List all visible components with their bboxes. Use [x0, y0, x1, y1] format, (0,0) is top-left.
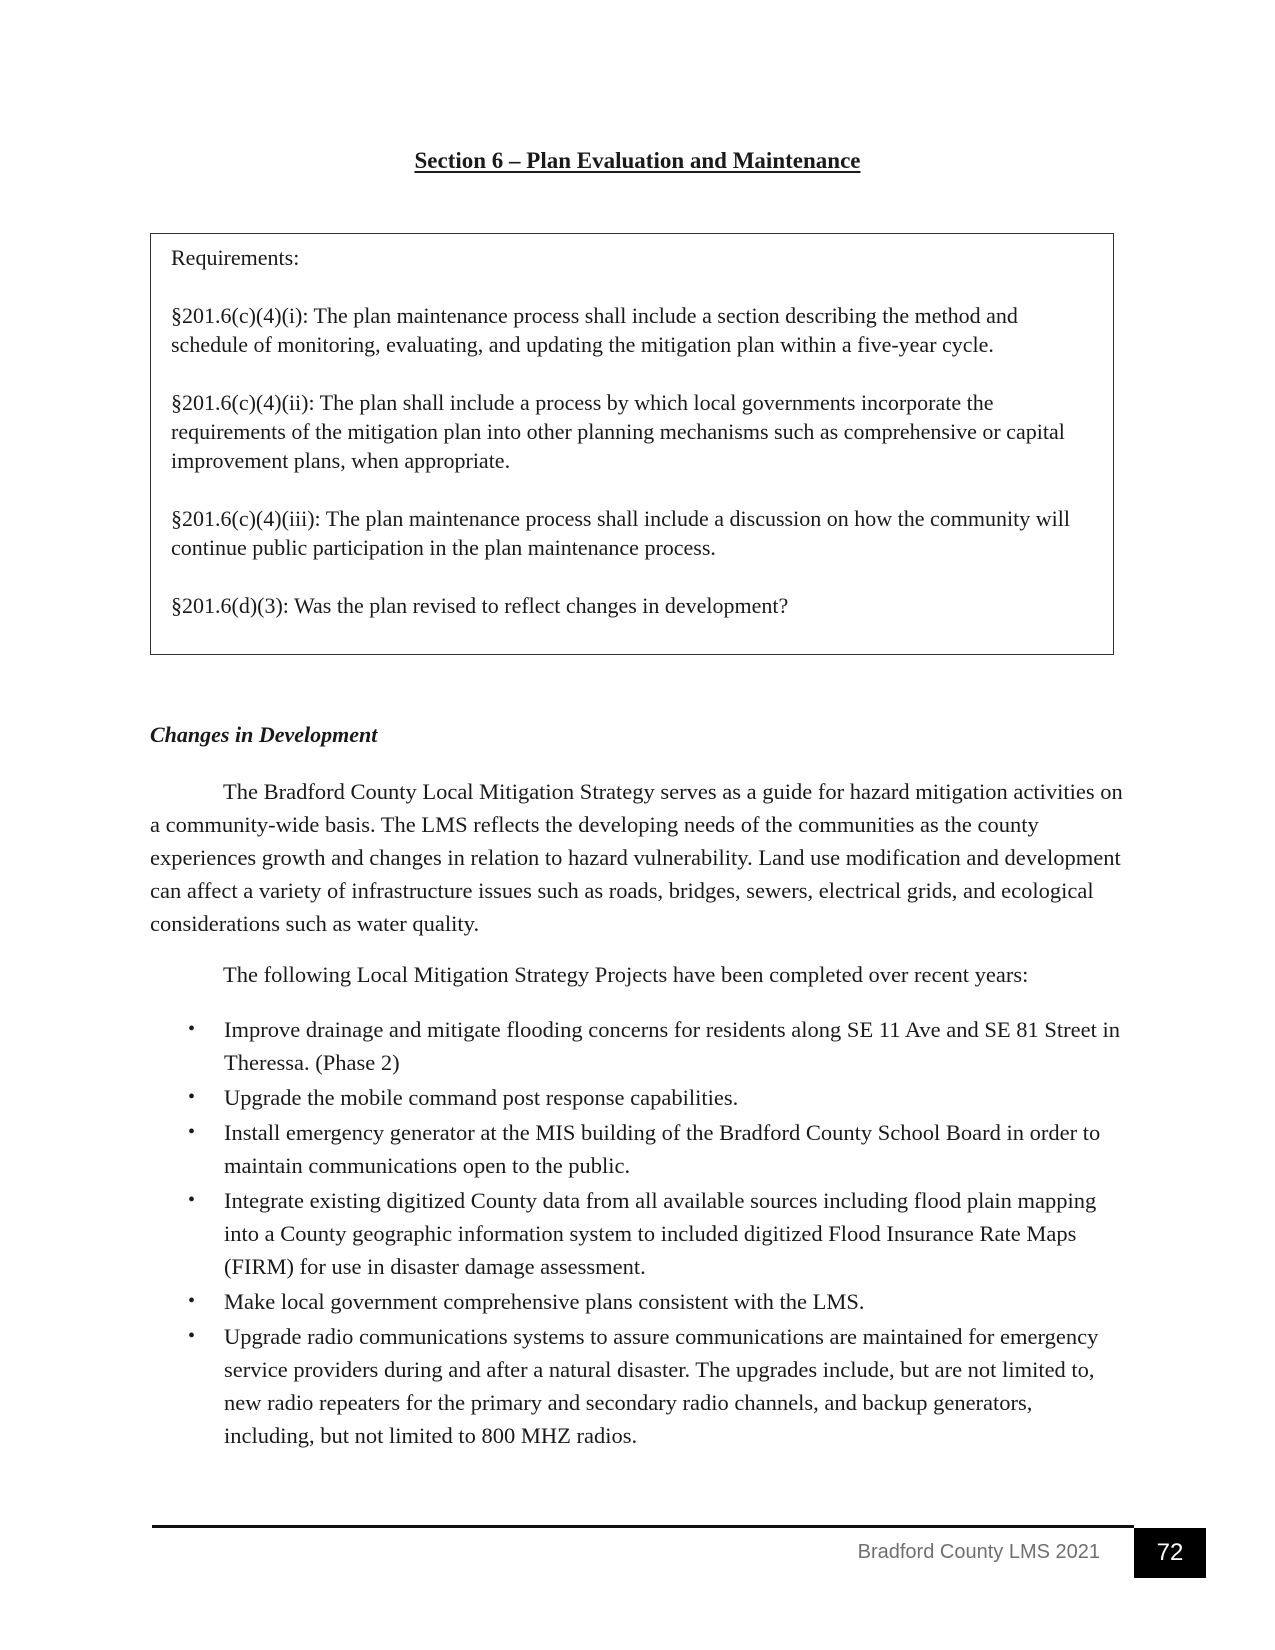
requirements-box: [150, 233, 1114, 655]
list-item: [150, 1184, 1125, 1283]
bullet-icon: •: [188, 1018, 196, 1040]
list-item-text: Upgrade radio communications systems to assure communications are maintained for emergency service providers during and after a natural disaster. The upgrades include, but are not limited to, new radio repeaters for the primary and secondary radio channels, and backup generators, including, but not limited to 800 MHZ radios.: [224, 1324, 1099, 1448]
requirement-item: §201.6(c)(4)(ii): The plan shall include a process by which local governments incorporate the requirements of the mitigation plan into other planning mechanisms such as comprehensive or capital improvement plans, when appropriate.: [171, 390, 1065, 473]
intro-paragraph: The Bradford County Local Mitigation Strategy serves as a guide for hazard mitigation activities on a community-wide basis. The LMS reflects the developing needs of the communities as the county experiences growth and changes in relation to hazard vulnerability. Land use modification and development can affect a variety of infrastructure issues such as roads, bridges, sewers, electrical grids, and ecological considerations such as water quality.: [150, 779, 1123, 936]
section-heading-changes: Changes in Development: [150, 722, 378, 747]
requirement-item: §201.6(c)(4)(iii): The plan maintenance process shall include a discussion on how the community will continue public participation in the plan maintenance process.: [171, 506, 1070, 560]
page-number: 72: [1134, 1528, 1206, 1578]
list-item-text: Make local government comprehensive plans consistent with the LMS.: [224, 1289, 865, 1314]
list-item: [150, 1081, 1125, 1114]
list-item: [150, 1320, 1125, 1452]
list-item: [150, 1285, 1125, 1318]
list-item-text: Install emergency generator at the MIS building of the Bradford County School Board in order to maintain communications open to the public.: [224, 1120, 1101, 1178]
list-item-text: Improve drainage and mitigate flooding concerns for residents along SE 11 Ave and SE 81 Street in Theressa. (Phase 2): [224, 1017, 1121, 1075]
list-item: [150, 1013, 1125, 1079]
projects-lead-paragraph: The following Local Mitigation Strategy Projects have been completed over recent years:: [223, 962, 1029, 987]
list-item: [150, 1116, 1125, 1182]
footer-document-name: Bradford County LMS 2021: [857, 1541, 1100, 1563]
bullet-icon: •: [188, 1086, 196, 1108]
bullet-icon: •: [188, 1121, 196, 1143]
page-title: Section 6 – Plan Evaluation and Maintenance: [414, 148, 861, 173]
bullet-icon: •: [188, 1189, 196, 1211]
bullet-icon: •: [188, 1290, 196, 1312]
list-item-text: Integrate existing digitized County data from all available sources including flood plain mapping into a County geographic information system to included digitized Flood Insurance Rate Maps (FIRM) for use in disaster damage assessment.: [224, 1188, 1097, 1279]
footer-divider: [152, 1525, 1134, 1528]
project-list: [150, 1013, 1125, 1454]
list-item-text: Upgrade the mobile command post response capabilities.: [224, 1085, 739, 1110]
requirement-item: §201.6(d)(3): Was the plan revised to reflect changes in development?: [171, 593, 789, 618]
requirement-item: §201.6(c)(4)(i): The plan maintenance process shall include a section describing the method and schedule of monitoring, evaluating, and updating the mitigation plan within a five-year cycle.: [171, 303, 1018, 357]
requirements-heading: Requirements:: [171, 245, 300, 270]
bullet-icon: •: [188, 1325, 196, 1347]
